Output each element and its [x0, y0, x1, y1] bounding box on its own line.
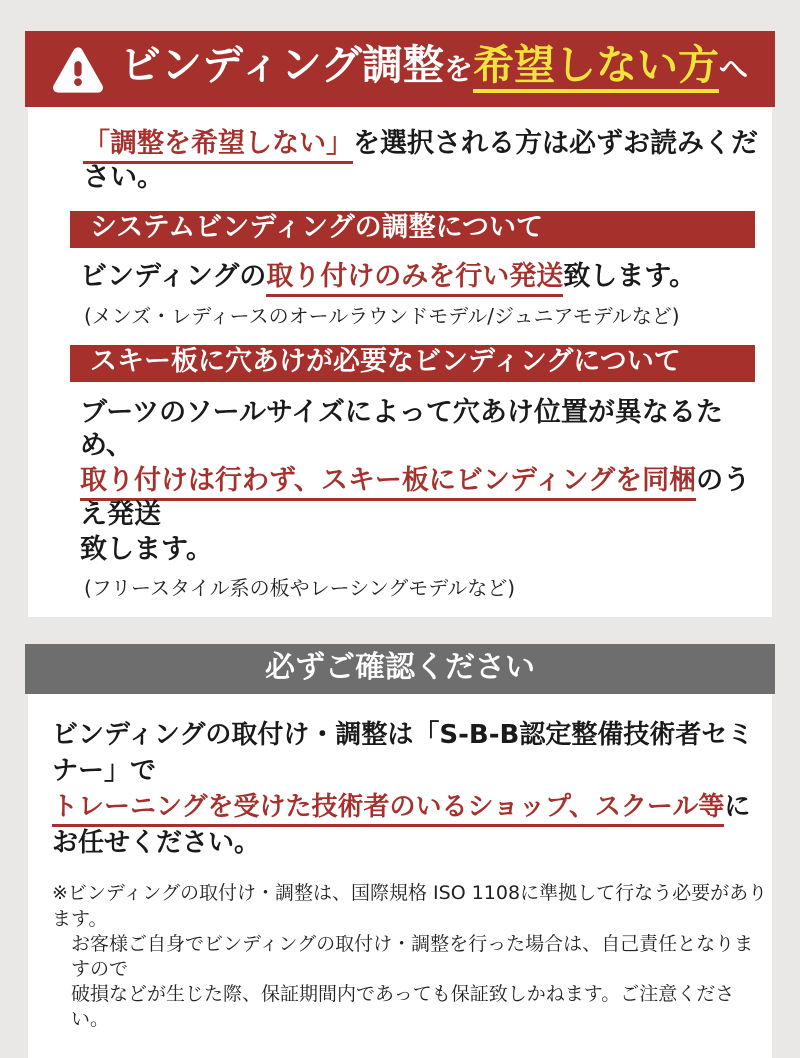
drilling-text-line1: ブーツのソールサイズによって穴あけ位置が異なるため、: [80, 396, 723, 462]
warning-triangle-icon: [52, 45, 104, 95]
footnote-line1: ※ビンディングの取付け・調整は、国際規格 ISO 1108に準拠して行なう必要があります。: [52, 882, 768, 930]
system-binding-text-red: 取り付けのみを行い発送: [266, 261, 563, 297]
footnote-line3: 破損などが生じた際、保証期間内であっても保証致しかねます。ご注意ください。: [71, 982, 735, 1030]
system-binding-text-after: 致します。: [563, 260, 697, 292]
drilling-text-line2-after: のうえ発送: [80, 465, 751, 530]
intro-rest-text: を選択される方は必ずお読みください。: [83, 128, 758, 193]
confirm-line2: [52, 790, 772, 862]
confirm-line2-red: トレーニングを受けた技術者のいるショップ、スクール等: [52, 792, 724, 827]
section-heading-drilling-label: スキー板に穴あけが必要なビンディングについて: [90, 345, 681, 377]
confirmation-card: [28, 694, 772, 1058]
system-binding-note: (メンズ・レディースのオールラウンドモデル/ジュニアモデルなど): [84, 303, 680, 328]
section-heading-drilling: [70, 345, 755, 382]
banner-title: [120, 41, 748, 93]
banner-particle-he: へ: [718, 52, 748, 86]
system-binding-text: [80, 260, 772, 294]
confirm-heading-bar: [25, 644, 775, 694]
banner-particle-wo: を: [443, 52, 473, 86]
intro-quoted-text: 「調整を希望しない」: [83, 128, 353, 164]
drilling-text-line2: [80, 464, 772, 530]
system-binding-text-before: ビンディングの: [80, 260, 267, 292]
intro-line: [83, 127, 772, 195]
drilling-note: (フリースタイル系の板やレーシングモデルなど): [84, 575, 516, 600]
notice-page: [25, 0, 775, 1058]
warning-banner: [25, 31, 775, 107]
confirm-heading-label: 必ずご確認ください: [265, 649, 535, 685]
confirm-line1: ビンディングの取付け・調整は「S-B-B認定整備技術者セミナー」で: [52, 719, 754, 786]
confirm-line2-after: にお任せください。: [52, 791, 751, 858]
banner-title-main: ビンディング調整: [120, 41, 444, 89]
banner-title-highlight: 希望しない方: [473, 45, 719, 93]
drilling-text-line2-red: 取り付けは行わず、スキー板にビンディングを同梱: [80, 465, 696, 501]
binding-info-card: [28, 107, 772, 617]
section-heading-system-binding-label: システムビンディングの調整について: [90, 211, 544, 243]
section-heading-system-binding: [70, 211, 755, 248]
drilling-text-line3: 致します。: [80, 533, 213, 565]
confirm-main-text: [52, 718, 772, 862]
footnote-line2: お客様ご自身でビンディングの取付け・調整を行った場合は、自己責任となりますので: [71, 932, 754, 980]
footnote: [52, 881, 772, 1031]
drilling-text: [80, 396, 772, 566]
